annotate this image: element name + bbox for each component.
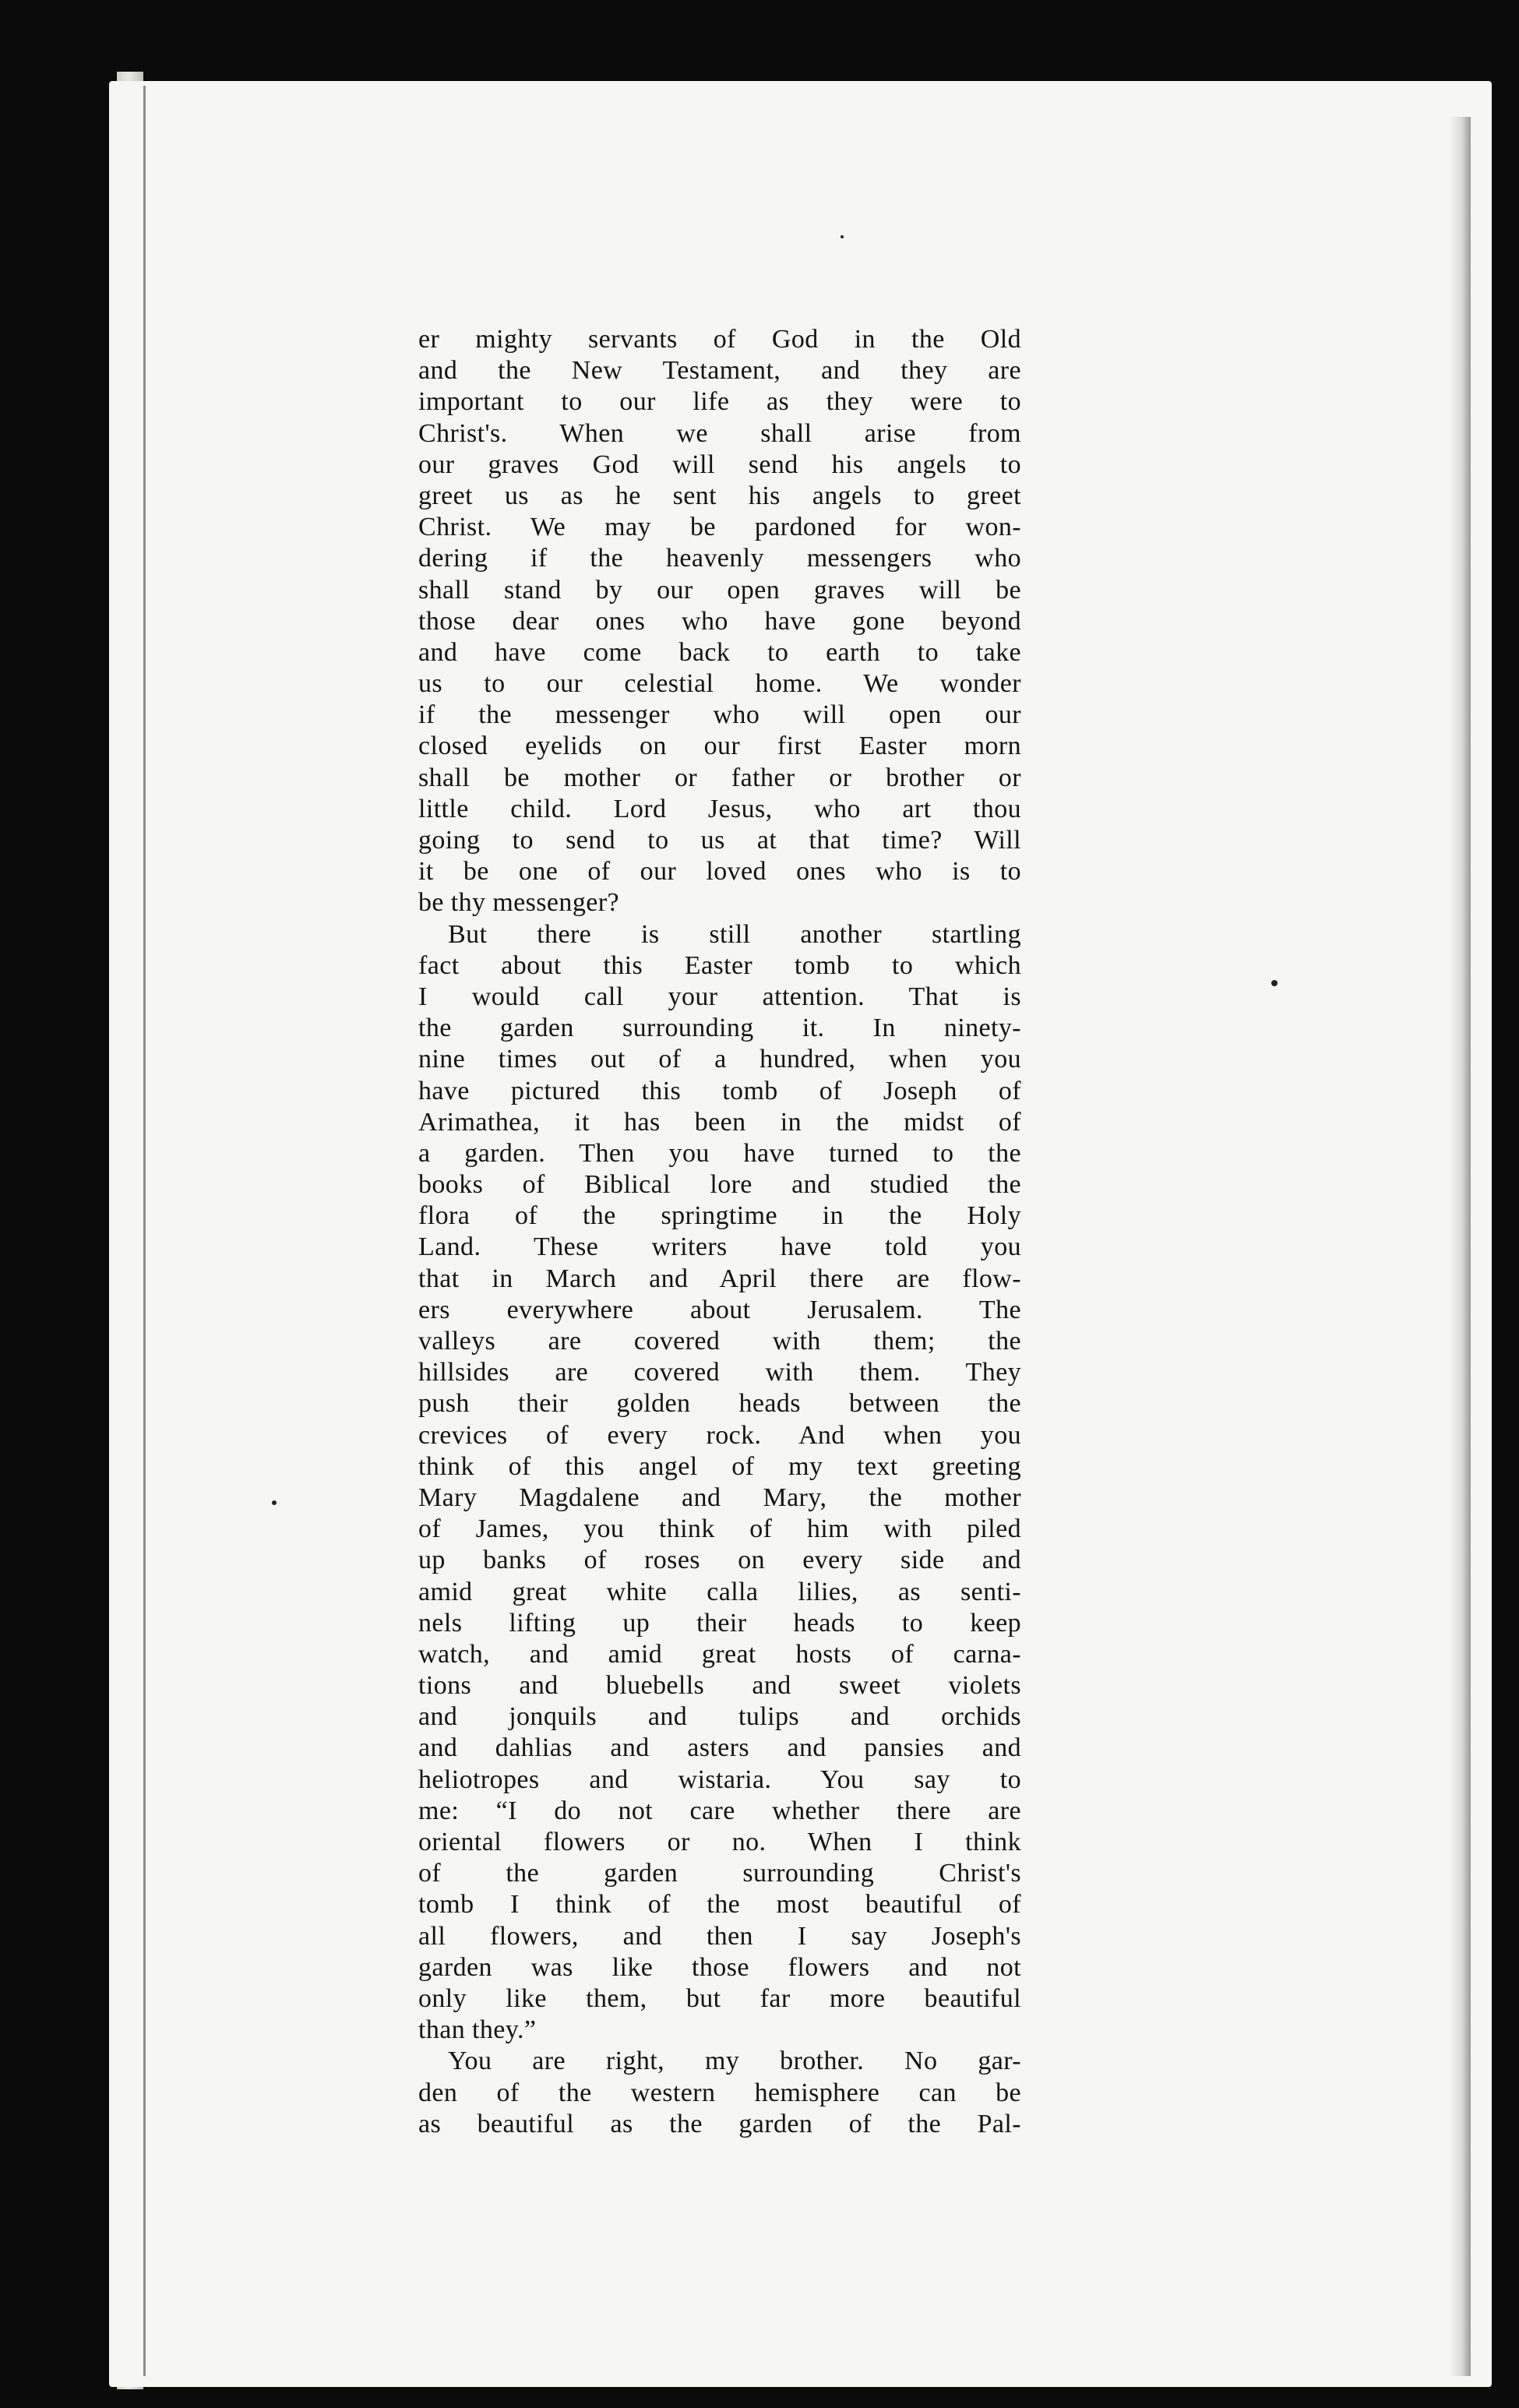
gutter-fold-line [143, 86, 146, 2376]
text-line: oriental flowers or no. When I think [418, 1828, 1021, 1856]
text-line: valleys are covered with them; the [418, 1327, 1021, 1356]
text-line: watch, and amid great hosts of carna- [418, 1639, 1021, 1669]
text-line: and dahlias and asters and pansies and [418, 1733, 1021, 1763]
text-line: closed eyelids on our first Easter morn [418, 732, 1021, 761]
text-line: hillsides are covered with them. They [418, 1358, 1021, 1387]
text-line: it be one of our loved ones who is to [418, 857, 1021, 887]
text-line: shall stand by our open graves will be [418, 575, 1021, 605]
text-line: tomb I think of the most beautiful of [418, 1890, 1021, 1920]
text-line: Christ. We may be pardoned for won- [418, 513, 1021, 542]
text-line: fact about this Easter tomb to which [418, 950, 1021, 980]
text-line: and have come back to earth to take [418, 637, 1021, 667]
text-line: important to our life as they were to [418, 387, 1021, 417]
text-line: us to our celestial home. We wonder [418, 669, 1021, 699]
text-line: ers everywhere about Jerusalem. The [418, 1295, 1021, 1324]
text-line: that in March and April there are flow- [418, 1264, 1021, 1293]
text-line: me: “I do not care whether there are [418, 1796, 1021, 1825]
dust-speck [272, 1500, 277, 1505]
text-line: a garden. Then you have turned to the [418, 1138, 1021, 1168]
text-line: garden was like those flowers and not [418, 1952, 1021, 1982]
text-line: the garden surrounding it. In ninety- [418, 1014, 1021, 1043]
text-line: amid great white calla lilies, as senti- [418, 1577, 1021, 1606]
text-line: of the garden surrounding Christ's [418, 1859, 1021, 1888]
text-line: tions and bluebells and sweet violets [418, 1671, 1021, 1701]
text-line: only like them, but far more beautiful [418, 1983, 1021, 2013]
text-line: up banks of roses on every side and [418, 1546, 1021, 1575]
text-line: and jonquils and tulips and orchids [418, 1702, 1021, 1732]
dust-speck [1271, 980, 1278, 986]
text-line: greet us as he sent his angels to greet [418, 481, 1021, 510]
text-line: have pictured this tomb of Joseph of [418, 1076, 1021, 1105]
text-line: of James, you think of him with piled [418, 1514, 1021, 1544]
page-right-edge [1449, 117, 1471, 2376]
text-line: Land. These writers have told you [418, 1232, 1021, 1262]
text-line: be thy messenger? [418, 888, 619, 918]
text-line: heliotropes and wistaria. You say to [418, 1765, 1021, 1794]
text-line: You are right, my brother. No gar- [448, 2047, 1021, 2076]
text-line: if the messenger who will open our [418, 700, 1021, 730]
text-line: den of the western hemisphere can be [418, 2078, 1021, 2107]
text-line: Christ's. When we shall arise from [418, 418, 1021, 448]
text-line: than they.” [418, 2015, 537, 2045]
text-line: I would call your attention. That is [418, 982, 1021, 1011]
text-line: Arimathea, it has been in the midst of [418, 1107, 1021, 1137]
text-line: crevices of every rock. And when you [418, 1420, 1021, 1450]
text-line: push their golden heads between the [418, 1389, 1021, 1419]
text-line: little child. Lord Jesus, who art thou [418, 794, 1021, 823]
text-line: as beautiful as the garden of the Pal- [418, 2109, 1021, 2138]
text-line: nine times out of a hundred, when you [418, 1045, 1021, 1074]
dust-speck [841, 235, 844, 238]
text-line: shall be mother or father or brother or [418, 763, 1021, 792]
text-line: nels lifting up their heads to keep [418, 1608, 1021, 1638]
text-line: think of this angel of my text greeting [418, 1451, 1021, 1481]
text-line: those dear ones who have gone beyond [418, 606, 1021, 636]
text-line: dering if the heavenly messengers who [418, 544, 1021, 573]
text-line: books of Biblical lore and studied the [418, 1170, 1021, 1200]
body-text [418, 324, 1021, 2140]
text-line: and the New Testament, and they are [418, 356, 1021, 386]
text-line: going to send to us at that time? Will [418, 826, 1021, 855]
text-line: er mighty servants of God in the Old [418, 325, 1021, 354]
text-line: our graves God will send his angels to [418, 450, 1021, 479]
text-line: all flowers, and then I say Joseph's [418, 1921, 1021, 1951]
text-line: Mary Magdalene and Mary, the mother [418, 1483, 1021, 1512]
text-line: But there is still another startling [448, 919, 1021, 949]
text-line: flora of the springtime in the Holy [418, 1201, 1021, 1231]
